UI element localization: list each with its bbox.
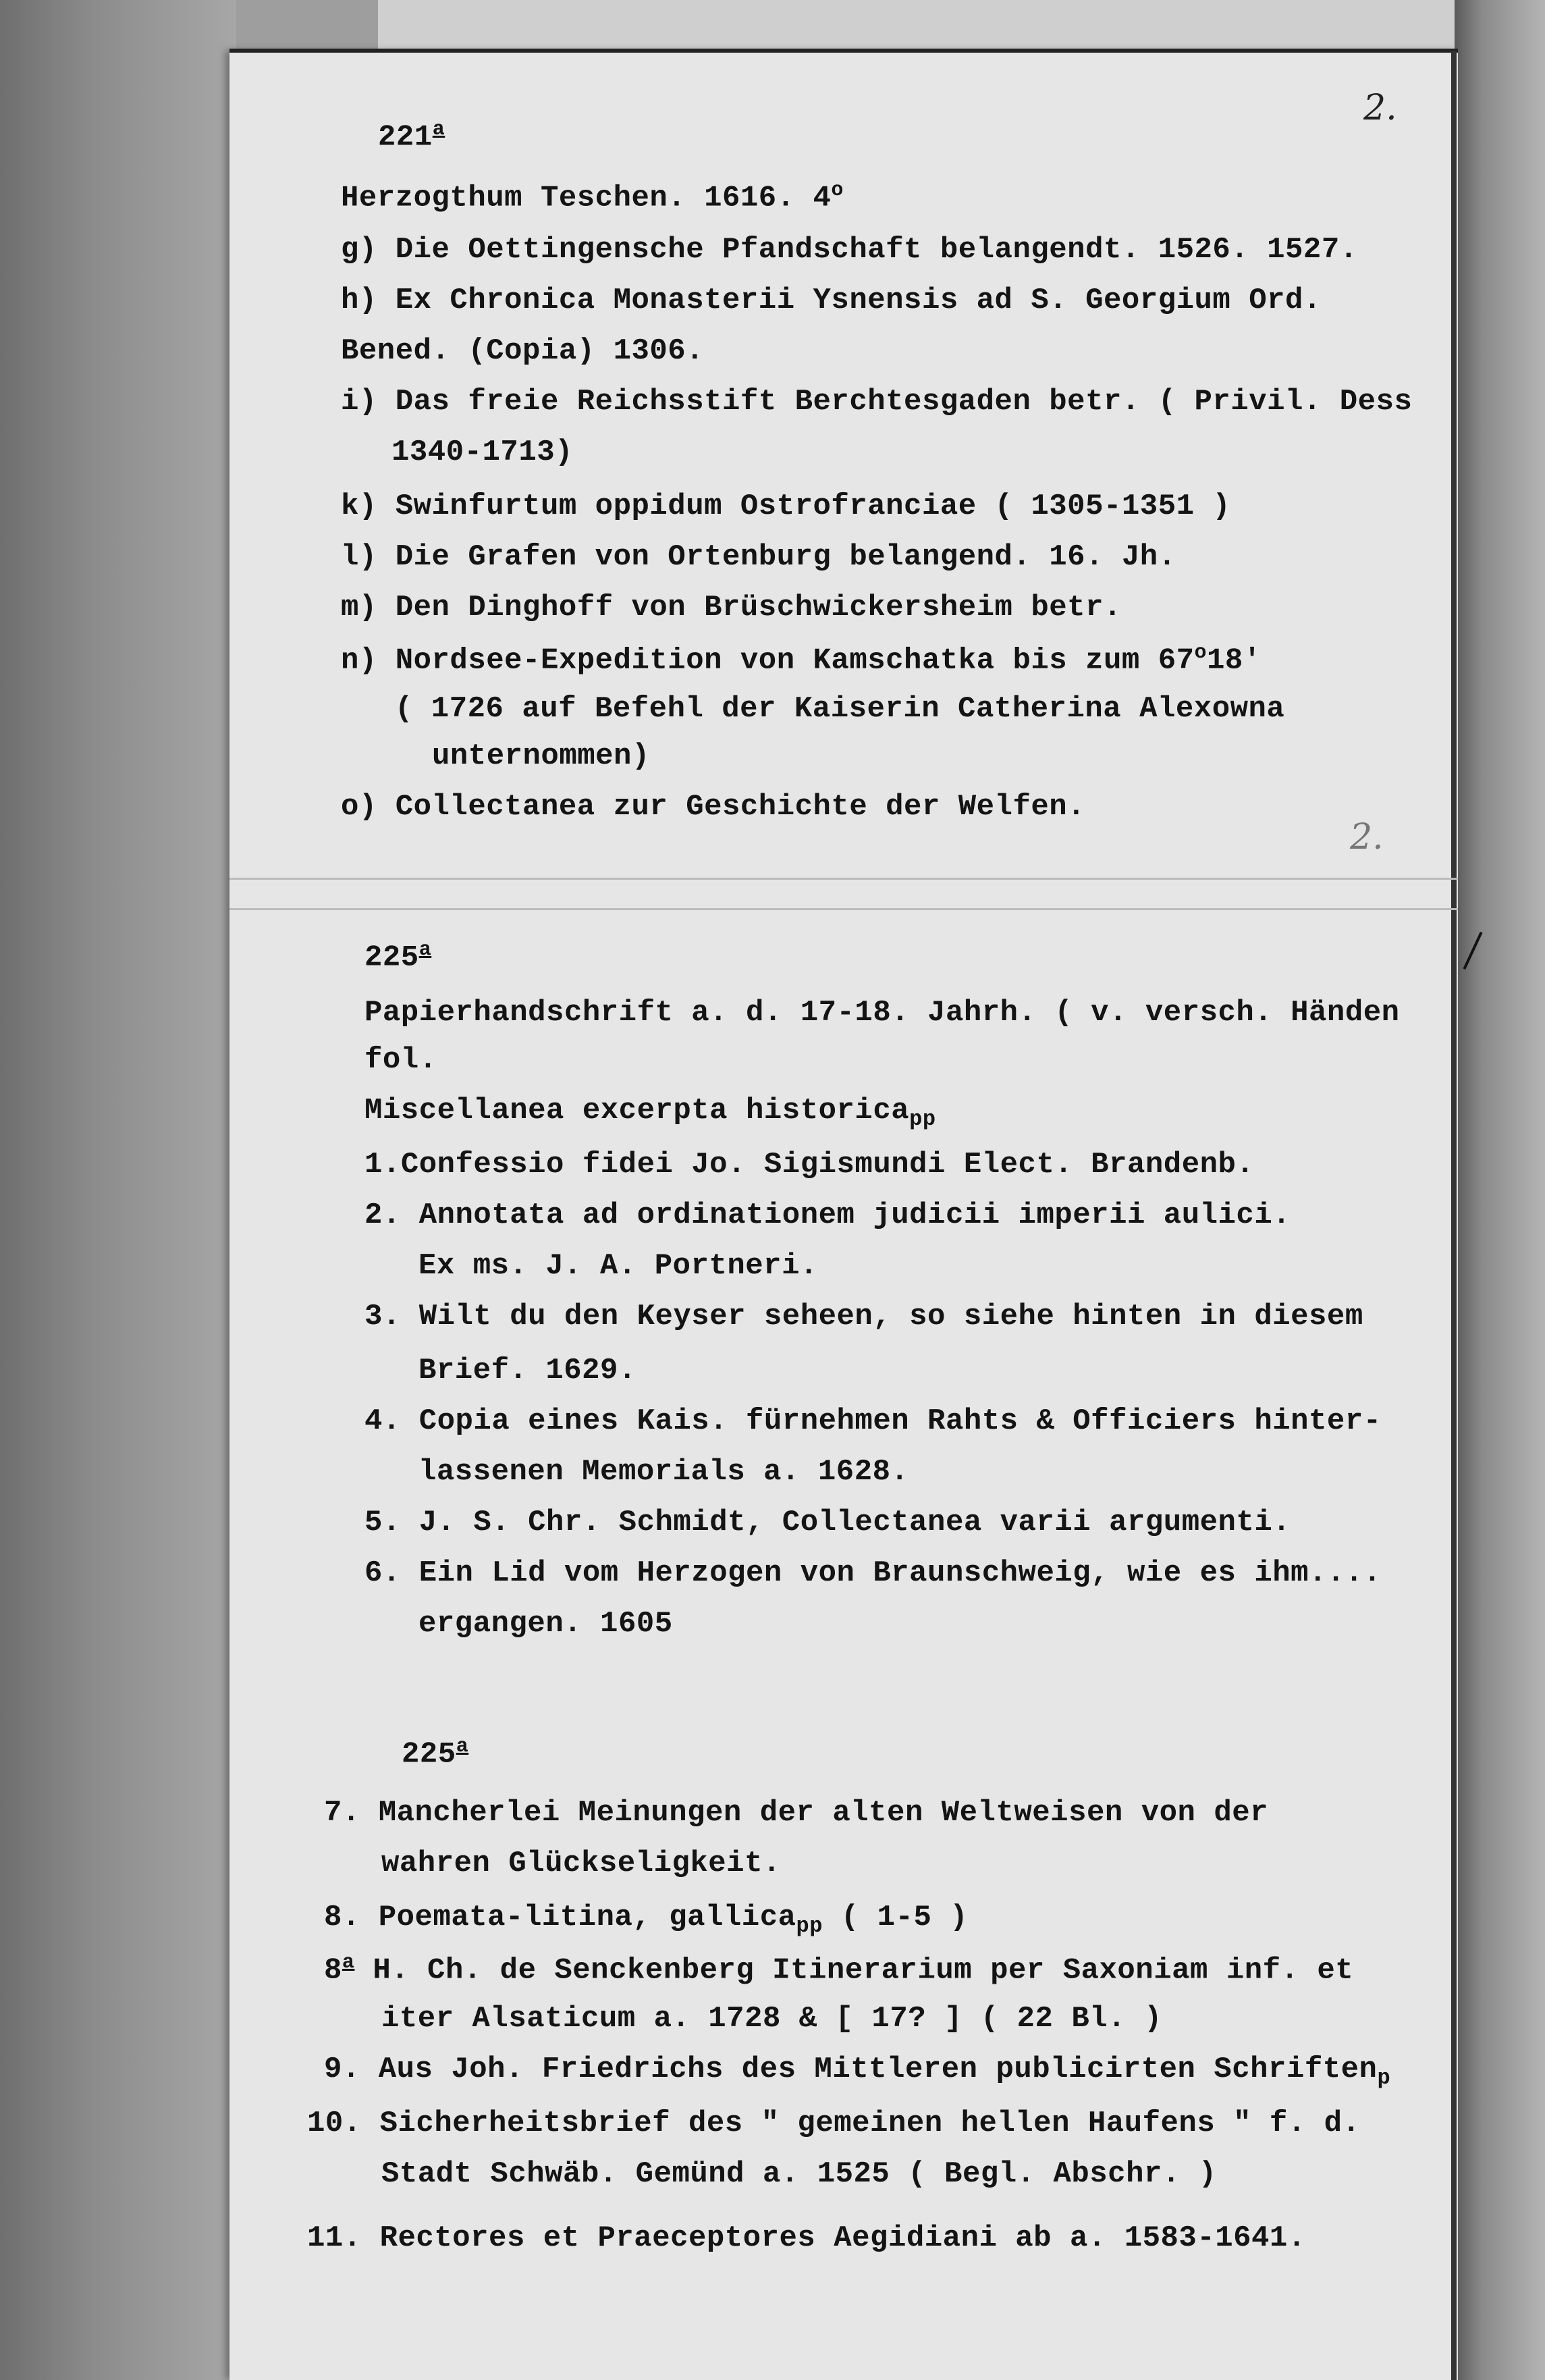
entry-line: 1340-1713) [391, 435, 574, 469]
sheet-edge-top [229, 49, 1458, 53]
section2-heading: 225$^a$ [364, 938, 432, 975]
fold-line [229, 878, 1458, 880]
entry-line: m) Den Dinghoff von Brüschwickersheim betr. [341, 591, 1122, 625]
entry-line: o) Collectanea zur Geschichte der Welfen. [341, 790, 1086, 824]
entry-line: Ex ms. J. A. Portneri. [418, 1249, 818, 1283]
entry-line: n) Nordsee-Expedition von Kamschatka bis zum 67$^o$18' [341, 641, 1262, 678]
entry-line: g) Die Oettingensche Pfandschaft belangendt. 1526. 1527. [341, 233, 1358, 267]
entry-line: 4. Copia eines Kais. fürnehmen Rahts & Officiers hinter- [364, 1404, 1382, 1438]
fold-line [229, 908, 1458, 910]
entry-line: fol. [364, 1043, 437, 1077]
entry-line: ( 1726 auf Befehl der Kaiserin Catherina Alexowna [395, 692, 1285, 726]
entry-line: Herzogthum Teschen. 1616. 4$^o$ [341, 179, 844, 215]
entry-line: wahren Glückseligkeit. [381, 1847, 781, 1880]
page-number-ghost: 2. [1350, 817, 1384, 857]
entry-line: 10. Sicherheitsbrief des " gemeinen hellen Haufens " f. d. [307, 2107, 1361, 2140]
entry-line: 6. Ein Lid vom Herzogen von Braunschweig, wie es ihm.... [364, 1556, 1382, 1590]
page-number-top: 2. [1363, 88, 1397, 128]
entry-line: 1.Confessio fidei Jo. Sigismundi Elect. Brandenb. [364, 1148, 1255, 1182]
background-right [1455, 0, 1545, 2380]
entry-line: Brief. 1629. [418, 1354, 636, 1387]
entry-line: Bened. (Copia) 1306. [341, 334, 705, 368]
entry-line: ergangen. 1605 [418, 1607, 673, 1641]
entry-line: 8. Poemata-litina, gallica$_{pp}$ ( 1-5 ) [324, 1901, 969, 1938]
section3-heading: 225$^a$ [402, 1735, 469, 1772]
sheet-edge-right [1451, 51, 1457, 2380]
entry-line: l) Die Grafen von Ortenburg belangend. 16. Jh. [341, 540, 1176, 574]
entry-line: h) Ex Chronica Monasterii Ysnensis ad S. Georgium Ord. [341, 284, 1322, 317]
entry-line: unternommen) [432, 739, 650, 773]
background-left [0, 0, 236, 2380]
entry-line: 7. Mancherlei Meinungen der alten Weltweisen von der [324, 1796, 1269, 1830]
entry-line: k) Swinfurtum oppidum Ostrofranciae ( 1305-1351 ) [341, 490, 1231, 523]
entry-line: iter Alsaticum a. 1728 & [ 17? ] ( 22 Bl. ) [381, 2002, 1162, 2036]
entry-line: 11. Rectores et Praeceptores Aegidiani ab a. 1583-1641. [307, 2221, 1306, 2255]
entry-line: i) Das freie Reichsstift Berchtesgaden betr. ( Privil. Dess [341, 385, 1413, 419]
entry-line: 3. Wilt du den Keyser seheen, so siehe hinten in diesem [364, 1300, 1363, 1333]
entry-line: lassenen Memorials a. 1628. [418, 1455, 909, 1489]
entry-line: Miscellanea excerpta historica$_{pp}$ [364, 1094, 936, 1132]
entry-line: 9. Aus Joh. Friedrichs des Mittleren publicirten Schriften$_p$ [324, 2053, 1391, 2090]
entry-line: Stadt Schwäb. Gemünd a. 1525 ( Begl. Abschr. ) [381, 2157, 1217, 2191]
entry-line: 8$^a$ H. Ch. de Senckenberg Itinerarium per Saxoniam inf. et [324, 1951, 1354, 1988]
entry-line: 5. J. S. Chr. Schmidt, Collectanea varii argumenti. [364, 1506, 1291, 1539]
entry-line: 2. Annotata ad ordinationem judicii imperii aulici. [364, 1198, 1291, 1232]
entry-line: Papierhandschrift a. d. 17-18. Jahrh. ( v. versch. Händen [364, 996, 1400, 1030]
section1-heading: 221$^a$ [378, 118, 445, 155]
